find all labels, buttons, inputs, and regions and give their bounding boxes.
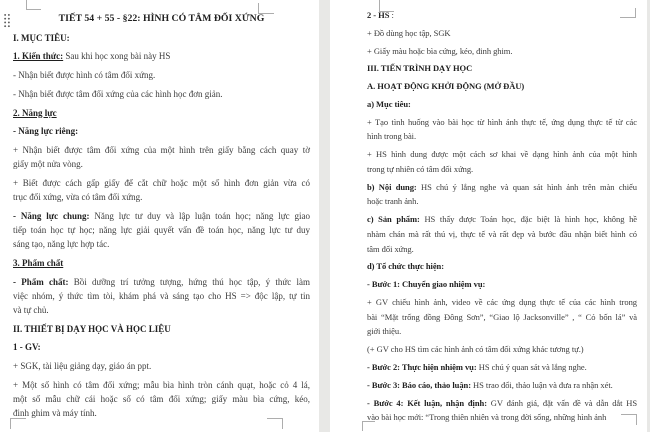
text-segment: (+ GV cho HS tìm các hình ảnh có tâm đối xứng khác tương tự.)	[367, 344, 584, 355]
paragraph	[367, 180, 637, 209]
paragraph	[367, 277, 637, 292]
paragraph	[367, 97, 637, 112]
text-segment: vào bài học mới: “Trong thiên nhiên và trong đời sống, những hình ảnh	[367, 412, 607, 423]
text-line	[13, 143, 310, 157]
text-line	[13, 223, 310, 237]
text-segment: I. MỤC TIÊU:	[13, 32, 70, 43]
corner-mark-bottom-left-page1	[10, 418, 26, 429]
text-line	[13, 322, 310, 336]
text-line	[367, 8, 637, 23]
text-line	[13, 49, 310, 63]
paragraph	[13, 209, 310, 252]
paragraph	[367, 44, 637, 59]
paragraph	[367, 8, 637, 23]
text-line	[13, 12, 310, 26]
paragraph	[367, 259, 637, 274]
text-line	[367, 61, 637, 76]
text-line	[367, 129, 637, 144]
paragraph	[13, 359, 310, 373]
corner-mark-bottom-right-page2	[621, 414, 637, 425]
text-line	[367, 147, 637, 162]
text-line	[13, 256, 310, 270]
paragraph	[13, 106, 310, 120]
text-line	[367, 44, 637, 59]
text-line	[13, 275, 310, 289]
text-segment: 2 - HS	[367, 10, 390, 20]
text-line	[367, 410, 637, 425]
document-page-1	[0, 0, 319, 432]
text-line	[13, 176, 310, 190]
corner-mark-top-left-page2	[379, 0, 394, 12]
text-segment: HS chú ý lắng nghe và quan sát hình ảnh trên màn chiếu	[416, 181, 637, 192]
text-segment: TIẾT 54 + 55 - §22: HÌNH CÓ TÂM ĐỐI XỨNG	[58, 13, 265, 24]
text-line	[367, 310, 637, 325]
paragraph	[13, 87, 310, 101]
text-line	[13, 289, 310, 303]
text-segment: + HS hình dung được một cách sơ khai về dạng hình ảnh của một hình	[367, 149, 637, 160]
text-segment: a) Mục tiêu:	[367, 98, 411, 109]
text-segment: A. HOẠT ĐỘNG KHỞI ĐỘNG (MỞ ĐẦU)	[367, 81, 525, 92]
text-segment: tâm đối xứng.	[367, 243, 414, 254]
text-segment: 1. Kiến thức:	[13, 51, 64, 62]
text-line	[367, 396, 637, 411]
paragraph	[13, 340, 310, 354]
text-segment: đinh ghim và máy tính.	[13, 408, 97, 419]
text-line	[13, 209, 310, 223]
text-segment: HS chú ý quan sát và lắng nghe.	[476, 362, 587, 373]
text-segment: 1 - GV:	[13, 342, 41, 353]
text-line	[13, 106, 310, 120]
text-segment: GV đánh giá, đặt vấn đề và dẫn dắt HS	[487, 397, 638, 408]
text-segment: HS trao đổi, thảo luận và đưa ra nhận xét.	[470, 379, 613, 390]
text-line	[367, 26, 637, 41]
text-line	[367, 378, 637, 393]
paragraph	[13, 176, 310, 204]
text-segment: hoặc tranh ảnh.	[367, 196, 419, 207]
text-segment: nhàm chán mà rất thú vị, thực tế và rất đẹp và bước đầu nhận biết hình có	[367, 228, 637, 239]
paragraph	[13, 256, 310, 270]
text-line	[13, 406, 310, 420]
text-segment: HS thấy được Toán học, đặc biệt là hình học, không hề	[419, 214, 637, 225]
text-segment: bài “Mặt trống đồng Đông Sơn”, “Giao lộ Jacksonville” , “ Cỏ bốn lá” và	[367, 311, 637, 322]
document-title	[13, 12, 310, 26]
text-segment: + Đồ dùng học tập, SGK	[367, 27, 451, 38]
text-segment: - Bước 2: Thực hiện nhiệm vụ:	[367, 362, 477, 373]
text-segment: - Bước 4: Kết luận, nhận định:	[367, 397, 487, 408]
text-line	[367, 212, 637, 227]
page-gutter	[319, 0, 330, 432]
text-line	[367, 227, 637, 242]
corner-mark-bottom-right-page1	[267, 418, 283, 429]
paragraph	[13, 49, 310, 63]
text-line	[367, 295, 637, 310]
text-segment: - Nhận biết được tâm đối xứng của các hình học đơn giản.	[13, 88, 223, 99]
text-line	[13, 68, 310, 82]
text-line	[13, 340, 310, 354]
text-line	[13, 31, 310, 45]
text-segment: - Năng lực riêng:	[13, 126, 79, 137]
text-segment: tiếp toán học tự học; năng lực giải quyết vấn đề toán học, năng lực tư duy	[13, 224, 310, 235]
corner-mark-top-right-page2	[620, 8, 636, 18]
text-line	[367, 162, 637, 177]
text-segment: + Tạo tình huống vào bài học từ hình ảnh thực tế, ứng dụng thực tế từ các	[367, 116, 637, 127]
text-segment: 3. Phẩm chất	[13, 257, 64, 268]
text-line	[367, 115, 637, 130]
text-segment: d) Tổ chức thực hiện:	[367, 261, 444, 272]
text-segment: trục đối xứng, vừa có tâm đối xứng.	[13, 192, 143, 203]
text-segment: + Nhận biết được tâm đối xứng của một hình trên giấy bằng cách quay tờ	[13, 144, 310, 155]
text-segment: II. THIẾT BỊ DẠY HỌC VÀ HỌC LIỆU	[13, 323, 171, 334]
text-line	[367, 180, 637, 195]
paragraph	[367, 295, 637, 339]
text-segment: sáng tạo, năng lực hợp tác.	[13, 239, 110, 250]
text-segment: - Bước 3: Báo cáo, thảo luận:	[367, 379, 471, 390]
text-segment: - Phẩm chất:	[13, 276, 69, 287]
paragraph	[367, 212, 637, 256]
text-segment: và tự chủ.	[13, 304, 49, 315]
text-segment: trong tự nhiên có tâm đối xứng.	[367, 163, 474, 174]
corner-mark-top-left-page1	[26, 0, 41, 10]
text-segment: việc nhóm, ý thức tìm tòi, khám phá và sáng tạo cho HS => độc lập, tự tin	[13, 290, 310, 301]
paragraph	[367, 396, 637, 425]
text-segment: Bồi dưỡng trí tưởng tượng, hứng thú học tập, ý thức làm	[68, 276, 311, 287]
text-line	[367, 242, 637, 257]
paragraph	[367, 378, 637, 393]
text-segment: - Bước 1: Chuyển giao nhiệm vụ:	[367, 279, 486, 290]
text-segment: 2. Năng lực	[13, 107, 57, 118]
text-segment: + Biết được cách gấp giấy để cắt chữ hoặc một số hình đơn giản vừa có	[13, 177, 310, 188]
paragraph	[13, 275, 310, 318]
text-line	[367, 342, 637, 357]
document-page-2	[330, 0, 647, 432]
text-segment: - Năng lực chung:	[13, 210, 90, 221]
text-segment: Sau khi học xong bài này HS	[63, 51, 171, 62]
text-line	[13, 190, 310, 204]
text-segment: b) Nội dung:	[367, 181, 417, 192]
paragraph	[13, 68, 310, 82]
paragraph	[367, 26, 637, 41]
text-segment: + GV chiếu hình ảnh, video về các ứng dụng thực tế của các hình trong	[367, 297, 637, 308]
text-line	[13, 378, 310, 392]
paragraph	[367, 342, 637, 357]
text-line	[367, 277, 637, 292]
text-segment: :	[389, 10, 394, 20]
paragraph	[367, 360, 637, 375]
paragraph	[13, 378, 310, 421]
text-line	[13, 157, 310, 171]
text-line	[13, 359, 310, 373]
text-segment: III. TIẾN TRÌNH DẠY HỌC	[367, 63, 473, 74]
text-line	[367, 324, 637, 339]
text-line	[13, 392, 310, 406]
text-line	[367, 194, 637, 209]
corner-mark-top-right-page1	[258, 3, 274, 14]
text-segment: hình trong bài.	[367, 131, 417, 142]
text-segment: + Một số hình có tâm đối xứng; mẫu bìa hình tròn cánh quạt, hoặc cỏ 4 lá,	[13, 379, 310, 390]
paragraph	[13, 322, 310, 336]
text-line	[13, 237, 310, 251]
text-line	[367, 360, 637, 375]
text-segment: một số mẫu chữ cái hoặc số có tâm đối xứng; giấy màu bìa cứng, kéo,	[13, 393, 310, 404]
paragraph	[367, 115, 637, 144]
text-line	[367, 97, 637, 112]
text-line	[367, 259, 637, 274]
paragraph	[367, 79, 637, 94]
paragraph	[367, 147, 637, 176]
text-segment: giấy một nửa vòng.	[13, 159, 83, 170]
text-segment: + Giấy màu hoặc bìa cứng, kéo, đinh ghim.	[367, 45, 513, 56]
text-segment: - Nhận biết được hình có tâm đối xứng.	[13, 70, 156, 81]
text-line	[13, 303, 310, 317]
text-line	[13, 87, 310, 101]
text-segment: giới thiệu.	[367, 326, 402, 337]
text-segment: c) Sản phẩm:	[367, 214, 420, 225]
text-segment: + SGK, tài liệu giảng dạy, giáo án ppt.	[13, 361, 152, 372]
text-segment: Năng lực tư duy và lập luận toán học; năng lực giao	[89, 210, 310, 221]
text-line	[13, 124, 310, 138]
drag-handle-icon[interactable]	[3, 13, 11, 28]
paragraph	[13, 143, 310, 171]
paragraph	[367, 61, 637, 76]
corner-mark-bottom-left-page2	[362, 421, 375, 431]
paragraph	[13, 124, 310, 138]
paragraph	[13, 31, 310, 45]
text-line	[367, 79, 637, 94]
